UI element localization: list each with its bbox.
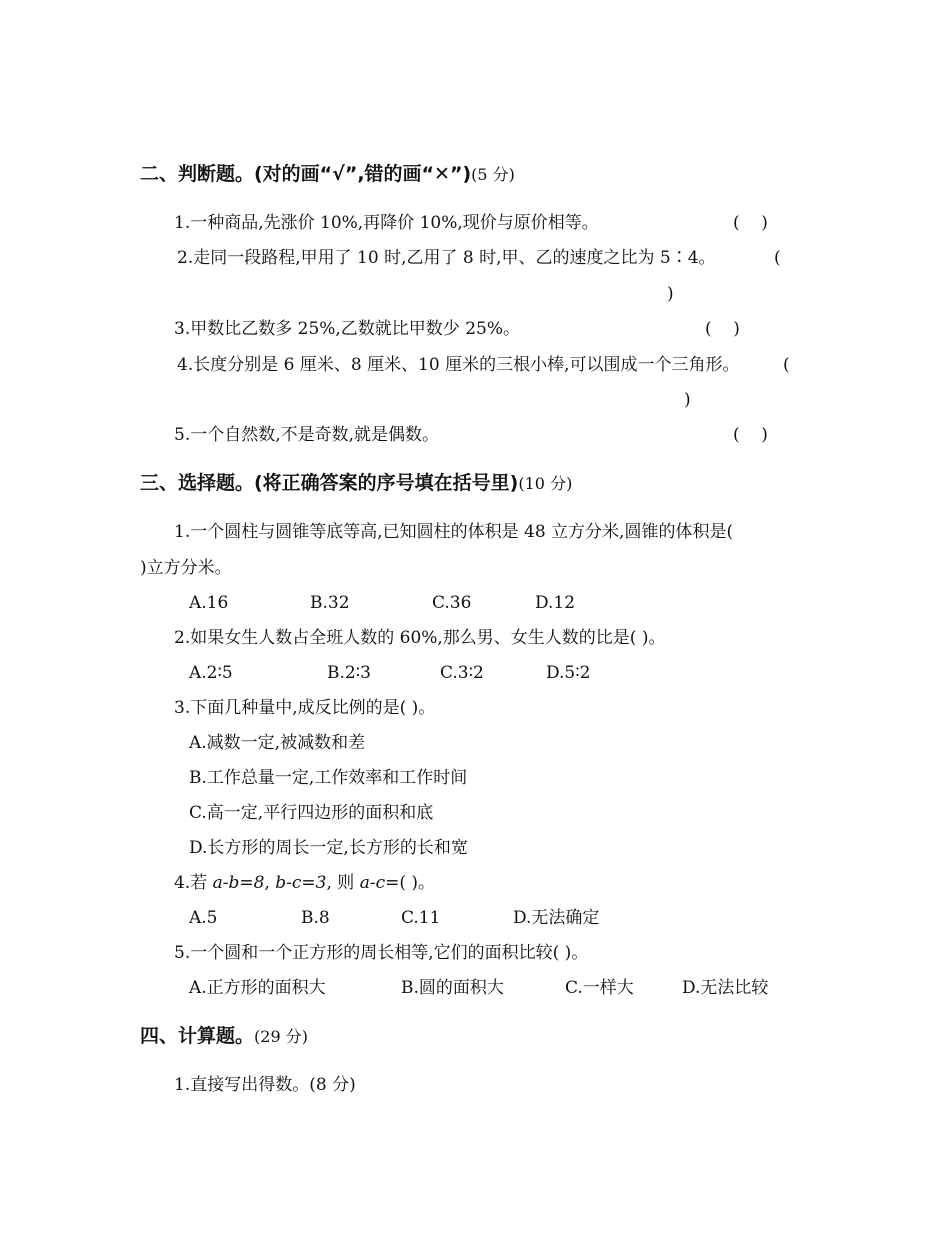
section-heading-judgement (140, 163, 515, 186)
choice-question-5: 5.一个圆和一个正方形的周长相等,它们的面积比较( )。 (174, 943, 589, 963)
choice-option[interactable]: C.高一定,平行四边形的面积和底 (189, 803, 434, 823)
choice-option[interactable]: B.圆的面积大 (401, 978, 504, 998)
answer-blank[interactable]: ( )。 (399, 873, 436, 893)
choice-option[interactable]: D.无法确定 (513, 908, 600, 928)
choice-question-2: 2.如果女生人数占全班人数的 60%,那么男、女生人数的比是( )。 (174, 628, 666, 648)
judgement-question-4: 4.长度分别是 6 厘米、8 厘米、10 厘米的三根小棒,可以围成一个三角形。 (177, 355, 740, 375)
choice-question-4 (174, 872, 435, 894)
choice-option[interactable]: A.5 (189, 908, 218, 928)
section-score: (29 分) (254, 1027, 308, 1046)
question-prefix: 4.若 (174, 873, 213, 893)
judgement-question-3: 3.甲数比乙数多 25%,乙数就比甲数少 25%。 (174, 319, 521, 339)
choice-option[interactable]: D.5∶2 (546, 663, 591, 683)
choice-option[interactable]: B.2∶3 (327, 663, 371, 683)
answer-blank-5[interactable]: ( ) (733, 425, 768, 445)
choice-option[interactable]: C.11 (401, 908, 441, 928)
choice-option[interactable]: A.减数一定,被减数和差 (189, 733, 366, 753)
answer-blank-2-close: ) (667, 284, 674, 304)
choice-option[interactable]: B.32 (310, 593, 350, 613)
choice-option[interactable]: A.正方形的面积大 (189, 978, 326, 998)
choice-option[interactable]: D.长方形的周长一定,长方形的长和宽 (189, 838, 468, 858)
choice-option[interactable]: B.8 (301, 908, 330, 928)
math-expression: a-b=8 (212, 873, 265, 893)
math-expression: b-c=3 (275, 873, 327, 893)
math-expression: a-c= (359, 873, 400, 893)
choice-question-3: 3.下面几种量中,成反比例的是( )。 (174, 698, 436, 718)
answer-blank-4-open[interactable]: ( (783, 355, 790, 375)
answer-blank-4-close: ) (684, 390, 691, 410)
choice-option[interactable]: C.36 (432, 593, 472, 613)
section-score: (10 分) (518, 474, 573, 493)
answer-blank-1[interactable]: ( ) (733, 213, 768, 233)
separator: , 则 (326, 873, 360, 893)
choice-question-1-line-1: 1.一个圆柱与圆锥等底等高,已知圆柱的体积是 48 立方分米,圆锥的体积是( (174, 522, 734, 542)
calculation-question-1: 1.直接写出得数。(8 分) (174, 1075, 356, 1095)
choice-option[interactable]: C.3∶2 (440, 663, 484, 683)
choice-option[interactable]: A.2∶5 (189, 663, 233, 683)
section-score: (5 分) (471, 165, 515, 184)
answer-blank-3[interactable]: ( ) (705, 319, 740, 339)
judgement-question-5: 5.一个自然数,不是奇数,就是偶数。 (174, 425, 440, 445)
choice-option[interactable]: A.16 (189, 593, 229, 613)
choice-option[interactable]: D.无法比较 (682, 978, 769, 998)
section-heading-calculation (140, 1025, 308, 1048)
choice-option[interactable]: C.一样大 (565, 978, 634, 998)
separator: , (264, 873, 276, 893)
choice-option[interactable]: B.工作总量一定,工作效率和工作时间 (189, 768, 468, 788)
section-heading-choice (140, 472, 572, 495)
choice-question-1-line-2: )立方分米。 (140, 558, 232, 578)
section-title: 二、判断题。(对的画“√”,错的画“✕”) (140, 163, 472, 185)
choice-option[interactable]: D.12 (535, 593, 576, 613)
section-title: 三、选择题。(将正确答案的序号填在括号里) (140, 472, 519, 494)
judgement-question-1: 1.一种商品,先涨价 10%,再降价 10%,现价与原价相等。 (174, 213, 599, 233)
section-title: 四、计算题。 (140, 1025, 255, 1047)
answer-blank-2-open[interactable]: ( (774, 248, 781, 268)
judgement-question-2: 2.走同一段路程,甲用了 10 时,乙用了 8 时,甲、乙的速度之比为 5∶4。 (177, 248, 716, 268)
